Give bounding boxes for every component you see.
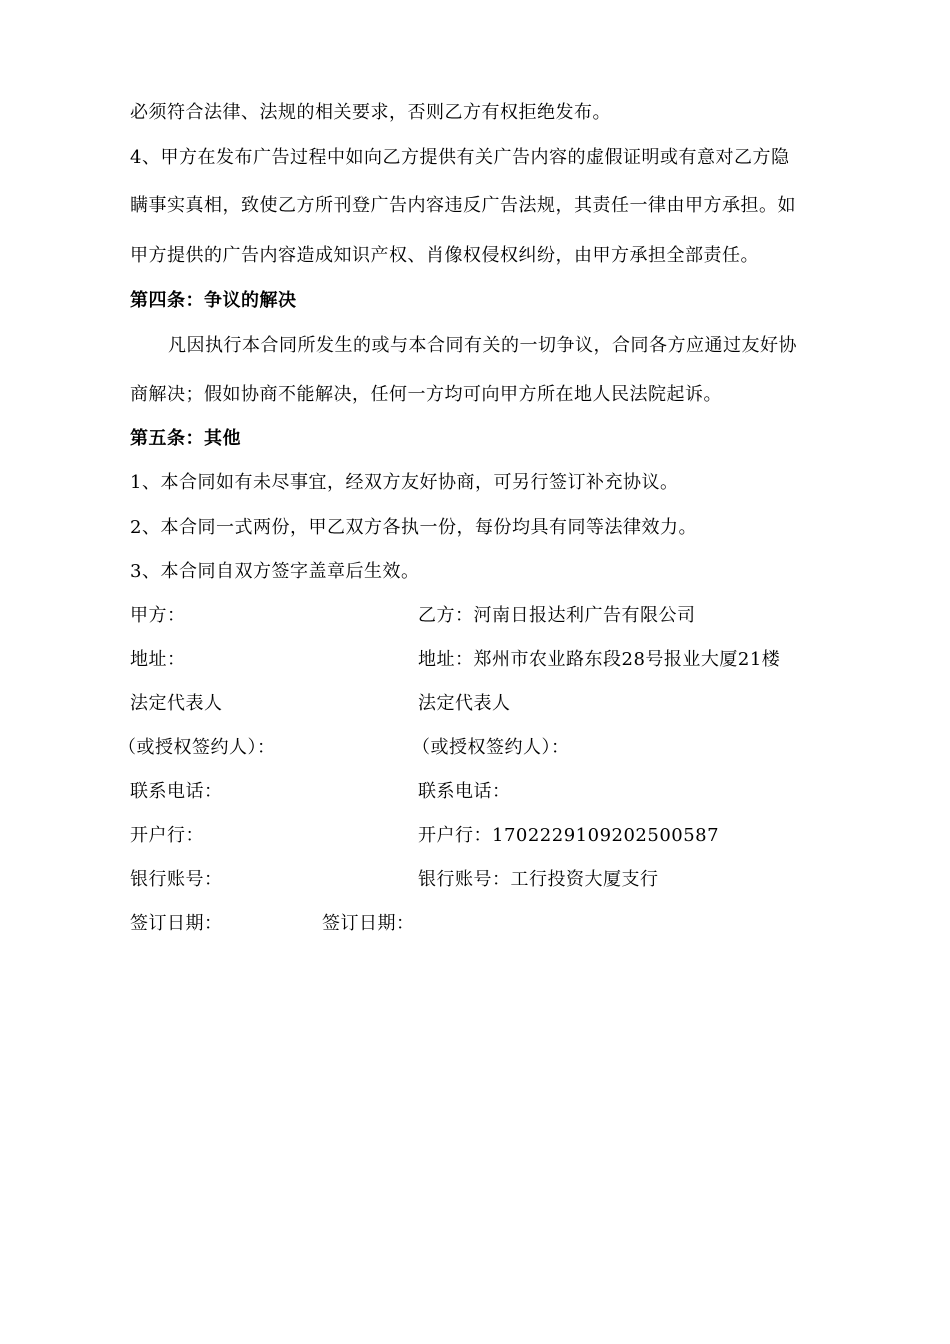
- paragraph-line: 瞒事实真相，致使乙方所刊登广告内容违反广告法规，其责任一律由甲方承担。如: [130, 195, 796, 216]
- party-a-address: 地址：: [130, 649, 186, 670]
- party-b-legal-rep: 法定代表人: [418, 693, 511, 714]
- party-b-name: 乙方：河南日报达利广告有限公司: [418, 605, 696, 626]
- paragraph-line: 必须符合法律、法规的相关要求，否则乙方有权拒绝发布。: [130, 102, 611, 123]
- party-a-authorized: （或授权签约人）：: [118, 737, 276, 758]
- party-b-phone: 联系电话：: [418, 781, 511, 802]
- party-b-bank: 开户行：1702229109202500587: [418, 825, 720, 846]
- party-b-authorized: （或授权签约人）：: [412, 737, 570, 758]
- party-a-account: 银行账号：: [130, 869, 223, 890]
- party-a-legal-rep: 法定代表人: [130, 693, 223, 714]
- list-item: 3、本合同自双方签字盖章后生效。: [130, 561, 420, 582]
- paragraph-line: 凡因执行本合同所发生的或与本合同有关的一切争议，合同各方应通过友好协: [168, 335, 797, 356]
- section-heading: 第五条：其他: [130, 428, 241, 449]
- paragraph-line: 甲方提供的广告内容造成知识产权、肖像权侵权纠纷，由甲方承担全部责任。: [130, 245, 759, 266]
- party-a-date: 签订日期：: [130, 913, 223, 934]
- party-a-bank: 开户行：: [130, 825, 204, 846]
- party-a-name: 甲方：: [130, 605, 186, 626]
- section-heading: 第四条：争议的解决: [130, 290, 297, 311]
- party-b-address: 地址：郑州市农业路东段28号报业大厦21楼: [418, 649, 781, 670]
- party-b-date: 签订日期：: [322, 913, 415, 934]
- paragraph-line: 4、甲方在发布广告过程中如向乙方提供有关广告内容的虚假证明或有意对乙方隐: [130, 147, 790, 168]
- party-b-account: 银行账号：工行投资大厦支行: [418, 869, 659, 890]
- list-item: 1、本合同如有未尽事宜，经双方友好协商，可另行签订补充协议。: [130, 472, 679, 493]
- party-a-phone: 联系电话：: [130, 781, 223, 802]
- paragraph-line: 商解决；假如协商不能解决，任何一方均可向甲方所在地人民法院起诉。: [130, 384, 722, 405]
- list-item: 2、本合同一式两份，甲乙双方各执一份，每份均具有同等法律效力。: [130, 517, 697, 538]
